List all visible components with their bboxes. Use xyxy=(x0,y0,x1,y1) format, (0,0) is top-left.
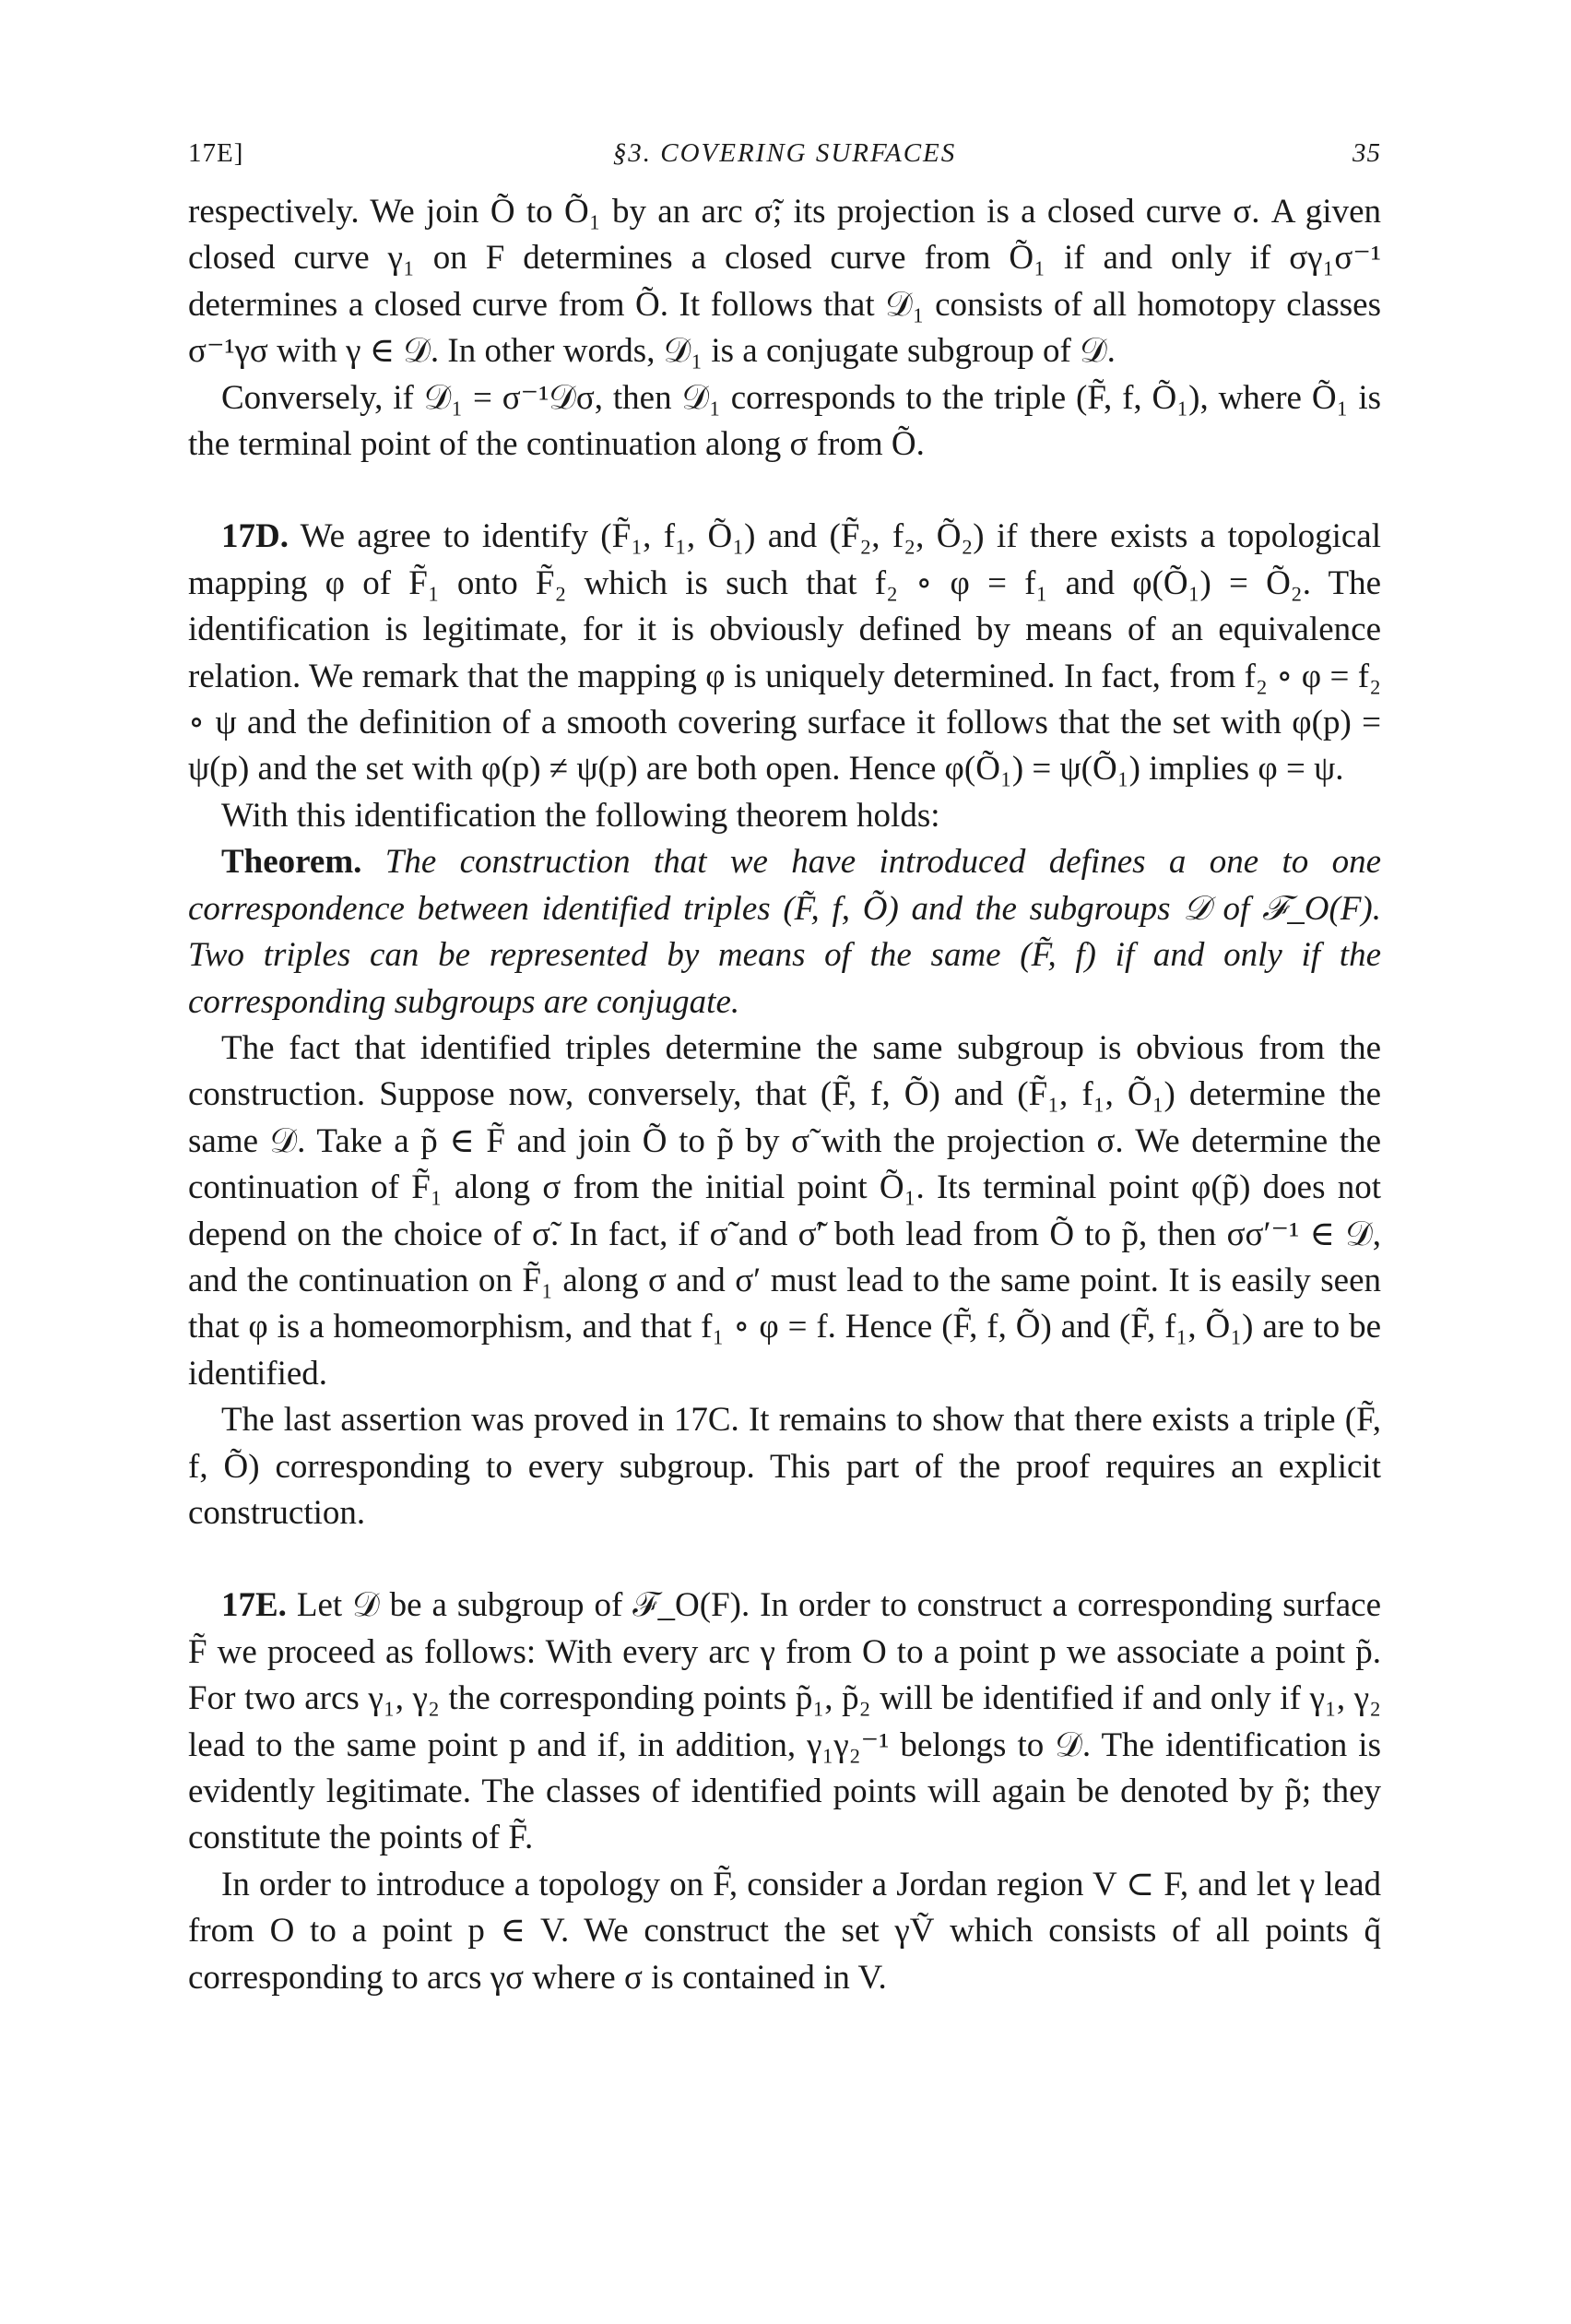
section-17e-text: Let 𝒟 be a subgroup of ℱ_O(F). In order to construct a corresponding surface F̃ we proceed as follows: With every arc γ from O to a point p we associate a point p̃. For two arcs γ₁, γ₂ the corresponding points p̃₁, p̃₂ will be identified if and only if γ₁, γ₂ lead to the same point p and if, in addition, γ₁γ₂⁻¹ belongs to 𝒟. The identification is evidently legitimate. The classes of identified points will again be denoted by p̃; they constitute the points of F̃. xyxy=(188,1586,1382,1857)
running-header xyxy=(188,138,1381,175)
section-17d-label: 17D. xyxy=(221,517,289,556)
section-17d-text: We agree to identify (F̃₁, f₁, Õ₁) and (F̃₂, f₂, Õ₂) if there exists a topological mapping φ of F̃₁ onto F̃₂ which is such that f₂ ∘ φ = f₁ and φ(Õ₁) = Õ₂. The identification is legitimate, for it is obviously defined by means of an equivalence relation. We remark that the mapping φ is uniquely determined. In fact, from f₂ ∘ φ = f₂ ∘ ψ and the definition of a smooth covering surface it follows that the set with φ(p) = ψ(p) and the set with φ(p) ≠ ψ(p) are both open. Hence φ(Õ₁) = ψ(Õ₁) implies φ = ψ. xyxy=(188,517,1381,788)
paragraph-proof: The fact that identified triples determine the same subgroup is obvious from the construction. Suppose now, conversely, that (F̃, f, Õ) and (F̃₁, f₁, Õ₁) determine the same 𝒟. Take a p̃ ∈ F̃ and join Õ to p̃ by σ̃ with the projection σ. We determine the continuation of F̃₁ along σ from the initial point Õ₁. Its terminal point φ(p̃) does not depend on the choice of σ̃. In fact, if σ̃ and σ̃′ both lead from Õ to p̃, then σσ′⁻¹ ∈ 𝒟, and the continuation on F̃₁ along σ and σ′ must lead to the same point. It is easily seen that φ is a homeomorphism, and that f₁ ∘ φ = f. Hence (F̃, f, Õ) and (F̃, f₁, Õ₁) are to be identified. xyxy=(188,1028,1381,1393)
paragraph-respectively: respectively. We join Õ to Õ₁ by an arc σ̃; its projection is a closed curve σ. A given closed curve γ₁ on F determines a closed curve from Õ₁ if and only if σγ₁σ⁻¹ determines a closed curve from Õ. It follows that 𝒟₁ consists of all homotopy classes σ⁻¹γσ with γ ∈ 𝒟. In other words, 𝒟₁ is a conjugate subgroup of 𝒟. xyxy=(188,193,1381,371)
paragraph-last-assertion: The last assertion was proved in 17C. It remains to show that there exists a triple (F̃, f, Õ) corresponding to every subgroup. This part of the proof requires an explicit construction. xyxy=(188,1401,1381,1532)
theorem-statement: The construction that we have introduced defines a one to one correspondence between identified triples (F̃, f, Õ) and the subgroups 𝒟 of ℱ_O(F). Two triples can be represented by means of the same (F̃, f) if and only if the corresponding subgroups are conjugate. xyxy=(188,843,1381,1021)
header-section-ref: 17E] xyxy=(188,138,244,168)
header-running-title: §3. COVERING SURFACES xyxy=(612,138,957,168)
paragraph-conversely: Conversely, if 𝒟₁ = σ⁻¹𝒟σ, then 𝒟₁ corresponds to the triple (F̃, f, Õ₁), where Õ₁ is the terminal point of the continuation along σ from Õ. xyxy=(188,378,1381,464)
section-17e xyxy=(188,1583,1381,1861)
paragraph-identification: With this identification the following theorem holds: xyxy=(221,796,940,835)
page-body xyxy=(188,189,1381,2001)
theorem xyxy=(188,839,1381,1026)
section-17e-label: 17E. xyxy=(221,1586,287,1625)
section-17d xyxy=(188,514,1381,792)
paragraph-topology: In order to introduce a topology on F̃, consider a Jordan region V ⊂ F, and let γ lead from O to a point p ∈ V. We construct the set γṼ which consists of all points q̃ corresponding to arcs γσ where σ is contained in V. xyxy=(188,1865,1381,1997)
header-page-number: 35 xyxy=(1352,138,1381,168)
theorem-label: Theorem. xyxy=(221,843,362,882)
